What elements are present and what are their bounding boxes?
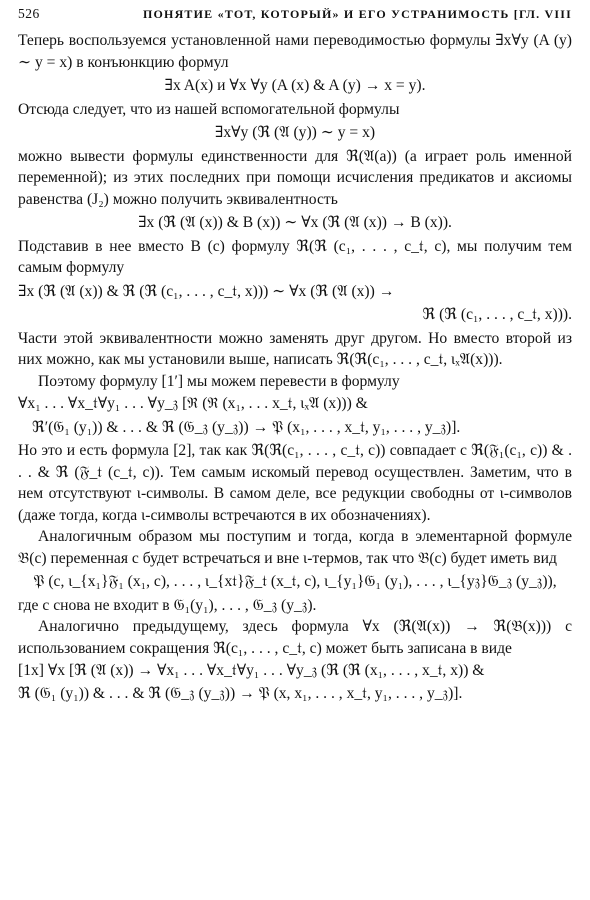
page-number: 526 — [18, 6, 40, 21]
formula: ∀x₁ . . . ∀x_𝔱∀y₁ . . . ∀y_𝔷 [ℜ (ℜ (x₁, . . . x_𝔱, ιₓ𝔄 (x))) & — [18, 395, 368, 412]
formula: ∃x (ℜ (𝔄 (x)) & ℜ (ℜ (c₁, . . . , c_𝔱, x))) ∼ ∀x (ℜ (𝔄 (x)) → — [18, 282, 395, 300]
formula: ∃x∀y (ℜ (𝔄 (y)) ∼ y = x) — [214, 124, 376, 141]
formula-continuation: ℜ (ℜ (c₁, . . . , c_𝔱, x))). — [422, 306, 572, 323]
paragraph: Подставив в нее вместо B (c) формулу ℜ(ℜ (c₁, . . . , c_𝔱, c), мы получим тем самым формулу — [18, 237, 572, 276]
paragraph: где c снова не входит в 𝔊₁(y₁), . . . , 𝔊_𝔷 (y_𝔷). — [18, 596, 317, 614]
paragraph: Аналогичным образом мы поступим и тогда, когда в элементарной формуле 𝔅(c) переменная c будет встречаться и вне ι-термов, так что 𝔅(c) будет иметь вид — [18, 528, 572, 567]
paragraph: Аналогично предыдущему, здесь формула ∀x (ℜ(𝔄(x)) → ℜ(𝔅(x))) с использованием сокращения ℜ(c₁, . . . , c_𝔱, c) может быть записана в виде — [18, 618, 572, 657]
formula-continuation: ℜ (𝔊₁ (y₁)) & . . . & ℜ (𝔊_𝔷 (y_𝔷)) → 𝔓 (x, x₁, . . . , x_𝔱, y₁, . . . , y_𝔷)]. — [18, 684, 463, 702]
page-body — [18, 30, 572, 704]
page-header — [18, 6, 572, 30]
formula-continuation: ℜ′(𝔊₁ (y₁)) & . . . & ℜ (𝔊_𝔷 (y_𝔷)) → 𝔓 (x₁, . . . , x_𝔱, y₁, . . . , y_𝔷)]. — [32, 418, 461, 436]
paragraph: Поэтому формулу [1′] мы можем перевести в формулу — [38, 372, 400, 390]
paragraph: можно вывести формулы единственности для ℜ(𝔄(a)) (a играет роль именной переменной); из этих последних при помощи исчисления предикатов и аксиомы равенства (J₂) можно получить эквивалентность — [18, 147, 572, 208]
paragraph: Отсюда следует, что из нашей вспомогательной формулы — [18, 100, 400, 118]
formula: 𝔓 (c, ι_{x₁}𝔉₁ (x₁, c), . . . , ι_{x𝔱}𝔉_𝔱 (x_𝔱, c), ι_{y₁}𝔊₁ (y₁), . . . , ι_{y𝔷}𝔊_𝔷 (y_𝔷)), — [33, 573, 557, 590]
paragraph: Части этой эквивалентности можно заменять друг другом. Но вместо второй из них можно, как мы установили выше, написать ℜ(ℜ(c₁, . . . , c_𝔱, ιₓ𝔄(x))). — [18, 329, 572, 368]
paragraph: Теперь воспользуемся установленной нами переводимостью формулы ∃x∀y (A (y) ∼ y = x) в конъюнкцию формул — [18, 32, 572, 71]
paragraph: Но это и есть формула [2], так как ℜ(ℜ(c₁, . . . , c_𝔱, c)) совпадает с ℜ(𝔉₁(c₁, c)) & . . . & ℜ (𝔉_𝔱 (c_𝔱, c)). Тем самым искомый перевод осуществлен. Заметим, что в нем отсутствуют ι-символы. В самом деле, все редукции свободны от ι-символов (даже тогда, когда ι-символы встречаются в их обозначениях). — [18, 442, 572, 524]
formula: [1x] ∀x [ℜ (𝔄 (x)) → ∀x₁ . . . ∀x_𝔱∀y₁ . . . ∀y_𝔷 (ℜ (ℜ (x₁, . . . , x_𝔱, x)) & — [18, 662, 485, 679]
running-head: ПОНЯТИЕ «ТОТ, КОТОРЫЙ» И ЕГО УСТРАНИМОСТЬ [ГЛ. VIII — [142, 7, 572, 21]
formula: ∃x (ℜ (𝔄 (x)) & B (x)) ∼ ∀x (ℜ (𝔄 (x)) → B (x)). — [138, 214, 452, 231]
formula: ∃x A(x) и ∀x ∀y (A (x) & A (y) → x = y). — [164, 77, 426, 94]
